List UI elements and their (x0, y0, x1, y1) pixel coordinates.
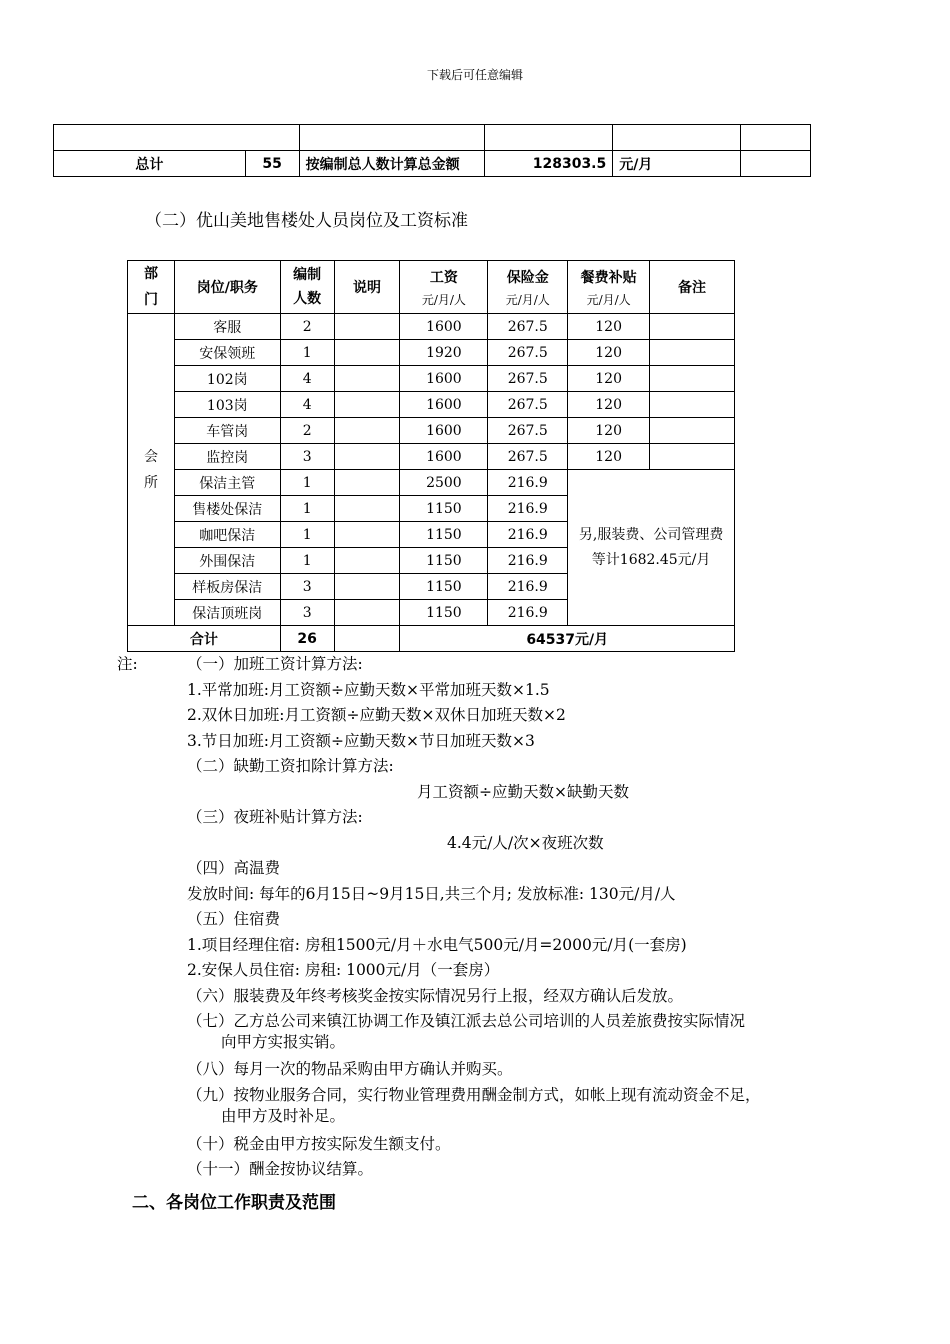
summary-total-row (54, 151, 811, 177)
header-dept: 部门 (128, 261, 175, 314)
summary-table (53, 124, 811, 177)
header-insurance: 保险金 元/月/人 (488, 261, 568, 314)
wage-cell: 1150 (400, 548, 488, 574)
note-line: （八）每月一次的物品采购由甲方确认并购买。 (187, 1060, 513, 1078)
wage-cell: 1150 (400, 496, 488, 522)
note-line: （六）服装费及年终考核奖金按实际情况另行上报，经双方确认后发放。 (187, 987, 684, 1005)
note-line: （十）税金由甲方按实际发生额支付。 (187, 1135, 451, 1153)
summary-empty-row (54, 125, 811, 151)
note-line: （三）夜班补贴计算方法: (187, 808, 363, 826)
total-label: 合计 (128, 626, 281, 652)
note-line: 4.4元/人/次×夜班次数 (447, 834, 604, 852)
post-cell: 安保领班 (174, 340, 280, 366)
insurance-cell: 216.9 (488, 600, 568, 626)
insurance-cell: 267.5 (488, 366, 568, 392)
wage-cell: 1600 (400, 444, 488, 470)
count-cell: 1 (280, 470, 334, 496)
meal-cell: 120 (568, 444, 650, 470)
meal-cell: 120 (568, 314, 650, 340)
remark-cell (650, 444, 735, 470)
desc-cell (334, 548, 400, 574)
remark-cell (650, 314, 735, 340)
wage-cell: 2500 (400, 470, 488, 496)
note-line: （二）缺勤工资扣除计算方法: (187, 757, 394, 775)
desc-cell (334, 470, 400, 496)
post-cell: 监控岗 (174, 444, 280, 470)
wage-cell: 1150 (400, 574, 488, 600)
count-cell: 1 (280, 548, 334, 574)
table-row (128, 444, 735, 470)
post-cell: 103岗 (174, 392, 280, 418)
header-meal: 餐费补贴 元/月/人 (568, 261, 650, 314)
post-cell: 客服 (174, 314, 280, 340)
note-line: 向甲方实报实销。 (221, 1033, 346, 1051)
table-row (128, 314, 735, 340)
table-row (128, 470, 735, 496)
desc-cell (334, 522, 400, 548)
table-row (128, 340, 735, 366)
note-line: 2.安保人员住宿: 房租: 1000元/月（一套房） (187, 961, 500, 979)
wage-cell: 1920 (400, 340, 488, 366)
count-cell: 1 (280, 496, 334, 522)
post-cell: 售楼处保洁 (174, 496, 280, 522)
insurance-cell: 216.9 (488, 522, 568, 548)
bottom-heading: 二、各岗位工作职责及范围 (132, 1193, 336, 1213)
wage-cell: 1150 (400, 600, 488, 626)
remark-cell (650, 340, 735, 366)
wage-cell: 1600 (400, 392, 488, 418)
insurance-cell: 267.5 (488, 340, 568, 366)
count-cell: 4 (280, 392, 334, 418)
notes-label: 注: (117, 655, 138, 673)
desc-cell (334, 340, 400, 366)
staff-table (127, 260, 735, 652)
summary-empty-cell (613, 125, 741, 151)
note-line: 3.节日加班:月工资额÷应勤天数×节日加班天数×3 (187, 732, 535, 750)
note-line: （一）加班工资计算方法: (187, 655, 363, 673)
insurance-cell: 267.5 (488, 392, 568, 418)
note-line: 1.项目经理住宿: 房租1500元/月＋水电气500元/月=2000元/月(一套房) (187, 936, 687, 954)
post-cell: 咖吧保洁 (174, 522, 280, 548)
staff-total-row (128, 626, 735, 652)
desc-cell (334, 418, 400, 444)
section-title: （二）优山美地售楼处人员岗位及工资标准 (145, 211, 468, 231)
summary-calc-label: 按编制总人数计算总金额 (299, 151, 485, 177)
summary-empty-cell (299, 125, 485, 151)
note-line: （九）按物业服务合同，实行物业管理费用酬金制方式，如帐上现有流动资金不足， (187, 1086, 761, 1104)
desc-cell (334, 392, 400, 418)
wage-cell: 1600 (400, 418, 488, 444)
summary-empty-cell (741, 125, 811, 151)
insurance-cell: 267.5 (488, 418, 568, 444)
remark-cell (650, 366, 735, 392)
count-cell: 2 (280, 418, 334, 444)
desc-cell (334, 366, 400, 392)
summary-empty-cell (54, 125, 300, 151)
insurance-cell: 216.9 (488, 470, 568, 496)
total-count: 26 (280, 626, 334, 652)
count-cell: 2 (280, 314, 334, 340)
merged-note-cell (568, 470, 735, 626)
note-line: 2.双休日加班:月工资额÷应勤天数×双休日加班天数×2 (187, 706, 566, 724)
dept-cell (128, 314, 175, 626)
wage-cell: 1600 (400, 366, 488, 392)
count-cell: 1 (280, 340, 334, 366)
meal-cell: 120 (568, 366, 650, 392)
header-wage: 工资 元/月/人 (400, 261, 488, 314)
summary-empty-cell (485, 125, 613, 151)
summary-amount: 128303.5 (485, 151, 613, 177)
desc-cell (334, 444, 400, 470)
insurance-cell: 267.5 (488, 444, 568, 470)
insurance-cell: 267.5 (488, 314, 568, 340)
insurance-cell: 216.9 (488, 548, 568, 574)
total-desc (334, 626, 400, 652)
count-cell: 3 (280, 600, 334, 626)
table-row (128, 366, 735, 392)
note-line: （七）乙方总公司来镇江协调工作及镇江派去总公司培训的人员差旅费按实际情况 (187, 1012, 746, 1030)
note-line: 由甲方及时补足。 (221, 1107, 346, 1125)
meal-cell: 120 (568, 418, 650, 444)
meal-cell: 120 (568, 392, 650, 418)
post-cell: 外围保洁 (174, 548, 280, 574)
wage-cell: 1600 (400, 314, 488, 340)
desc-cell (334, 600, 400, 626)
post-cell: 保洁主管 (174, 470, 280, 496)
header-count: 编制人数 (280, 261, 334, 314)
summary-total-label: 总计 (54, 151, 246, 177)
count-cell: 3 (280, 444, 334, 470)
summary-total-count: 55 (245, 151, 299, 177)
merged-note: 另,服装费、公司管理费等计1682.45元/月 (578, 526, 724, 568)
count-cell: 4 (280, 366, 334, 392)
header-note: 下载后可任意编辑 (426, 68, 523, 82)
post-cell: 车管岗 (174, 418, 280, 444)
post-cell: 保洁顶班岗 (174, 600, 280, 626)
header-desc: 说明 (334, 261, 400, 314)
post-cell: 样板房保洁 (174, 574, 280, 600)
staff-header-row (128, 261, 735, 314)
summary-empty-cell (741, 151, 811, 177)
table-row (128, 418, 735, 444)
desc-cell (334, 496, 400, 522)
note-line: 月工资额÷应勤天数×缺勤天数 (417, 783, 629, 801)
insurance-cell: 216.9 (488, 574, 568, 600)
insurance-cell: 216.9 (488, 496, 568, 522)
note-line: 1.平常加班:月工资额÷应勤天数×平常加班天数×1.5 (187, 681, 550, 699)
count-cell: 1 (280, 522, 334, 548)
desc-cell (334, 314, 400, 340)
table-row (128, 392, 735, 418)
remark-cell (650, 392, 735, 418)
note-line: （四）高温费 (187, 859, 281, 877)
post-cell: 102岗 (174, 366, 280, 392)
header-remark: 备注 (650, 261, 735, 314)
total-amount: 64537元/月 (400, 626, 735, 652)
meal-cell: 120 (568, 340, 650, 366)
note-line: （五）住宿费 (187, 910, 281, 928)
wage-cell: 1150 (400, 522, 488, 548)
summary-unit: 元/月 (613, 151, 741, 177)
dept-name: 会所 (143, 448, 158, 491)
count-cell: 3 (280, 574, 334, 600)
note-line: （十一）酬金按协议结算。 (187, 1160, 374, 1178)
remark-cell (650, 418, 735, 444)
note-line: 发放时间: 每年的6月15日~9月15日,共三个月; 发放标准: 130元/月/人 (187, 885, 676, 903)
desc-cell (334, 574, 400, 600)
header-post: 岗位/职务 (174, 261, 280, 314)
